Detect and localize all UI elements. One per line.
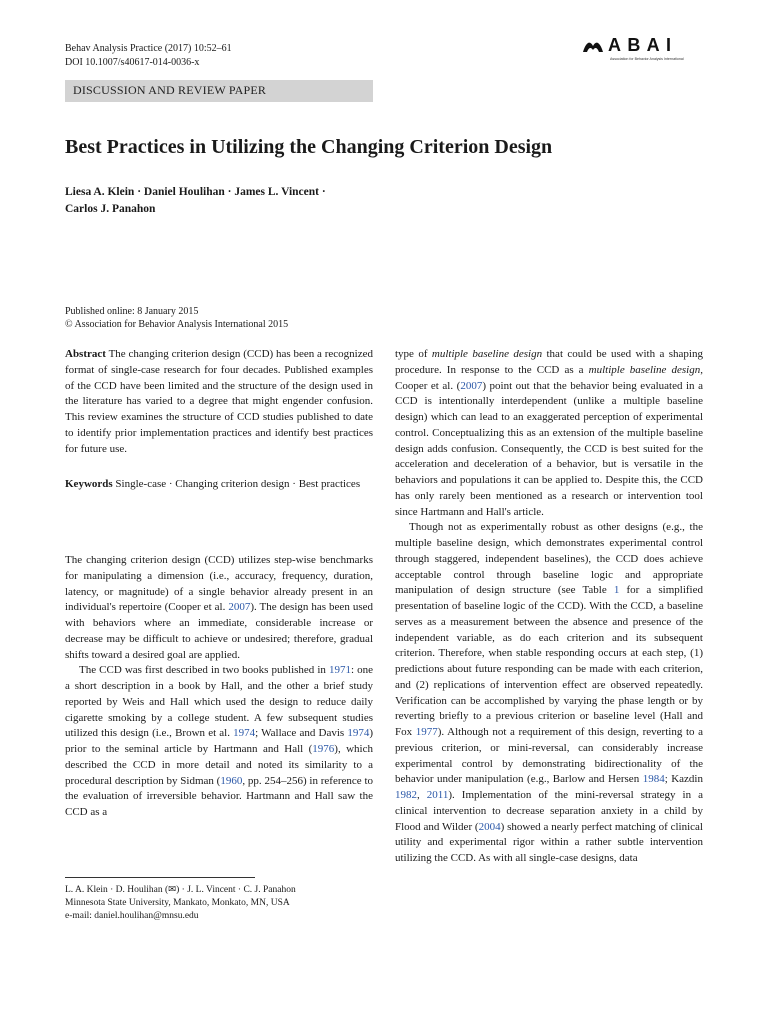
- abstract: [65, 347, 373, 457]
- doi[interactable]: DOI 10.1007/s40617-014-0036-x: [65, 57, 200, 68]
- body-paragraph: Though not as experimentally robust as other designs (e.g., the multiple baseline design, which demonstrates experimental control through staggered, independent baselines), the CCD does achieve acceptable control through baseline logic and appropriate manipulation of design structure (see Table 1 for a simplified presentation of baseline logic of the CCD). With the CCD, a baseline serves as a measurement between the absence and presence of the independent variable, as do each criterion and its subsequent criterion. Therefore, when stable responding occurs at each step, (1) predictions about future responding can be made with each criterion, and (2) replications of intervention effect are observed repeatedly. Verification can be accomplished by varying the phase length or by reverting briefly to a previous criterion or baseline level (Hall and Fox 1977). Although not a requirement of this design, reverting to a previous criterion, or mini-reversal, can considerably increase experimental control by demonstrating bidirectionality of the behavior under manipulation (e.g., Barlow and Hersen 1984; Kazdin 1982, 2011). Implementation of the mini-reversal strategy in a clinical intervention to decrease separation anxiety in a child by Flood and Wilder (2004) showed a nearly perfect matching of clinical utility and experimental rigor within a rather subtle intervention utilizing the CCD. As with all single-case designs, data: [395, 521, 704, 864]
- journal-citation: Behav Analysis Practice (2017) 10:52–61: [65, 43, 232, 54]
- left-column: [65, 347, 373, 821]
- published-online-date: Published online: 8 January 2015: [65, 306, 199, 317]
- abstract-label: Abstract: [65, 348, 106, 360]
- citation-link[interactable]: 1984: [642, 773, 665, 786]
- table-link[interactable]: 1: [613, 584, 620, 597]
- abai-mark-icon: [582, 38, 604, 54]
- author-line-1[interactable]: Liesa A. Klein · Daniel Houlihan · James L. Vincent ·: [65, 186, 326, 198]
- citation-link[interactable]: 1974: [233, 727, 256, 740]
- paper-type-label: DISCUSSION AND REVIEW PAPER: [73, 83, 267, 97]
- footnote-divider: [65, 877, 255, 878]
- abai-logo-subtext: Association for Behavior Analysis International: [610, 57, 684, 61]
- citation-link[interactable]: 2007: [228, 601, 251, 614]
- footnote-email[interactable]: e-mail: daniel.houlihan@mnsu.edu: [65, 911, 199, 921]
- citation-link[interactable]: 2007: [460, 379, 483, 392]
- right-column: [395, 347, 703, 867]
- citation-link[interactable]: 1977: [415, 726, 438, 738]
- keywords-text: Single-case · Changing criterion design · Best practices: [115, 478, 361, 491]
- article-title: Best Practices in Utilizing the Changing Criterion Design: [65, 136, 553, 158]
- footnote-authors: L. A. Klein · D. Houlihan (✉) · J. L. Vincent · C. J. Panahon: [65, 885, 296, 895]
- journal-meta: [65, 42, 232, 70]
- author-affiliation-footnote: [65, 884, 296, 923]
- publication-info: [65, 305, 288, 331]
- citation-link[interactable]: 1960: [220, 774, 243, 787]
- citation-link[interactable]: 2004: [478, 820, 501, 833]
- citation-link[interactable]: 1974: [347, 727, 370, 740]
- footnote-affiliation: Minnesota State University, Mankato, Monkato, MN, USA: [65, 898, 290, 908]
- copyright-notice: © Association for Behavior Analysis International 2015: [65, 319, 289, 330]
- abstract-text: The changing criterion design (CCD) has been a recognized format of single-case research for four decades. Published examples of the CCD have been limited and the structure of the design used in the literature has varied to a degree that might engender confusion. This review examines the structure of CCD studies published to date to identify prior implementation practices and identify best practices for future use.: [65, 348, 373, 455]
- author-line-2[interactable]: Carlos J. Panahon: [65, 203, 156, 215]
- abai-logo: [582, 35, 704, 68]
- abai-logo-text: A B A I: [608, 35, 672, 55]
- citation-link[interactable]: 1971: [328, 664, 351, 677]
- citation-link[interactable]: 1982: [395, 789, 417, 801]
- paper-type-banner: [65, 80, 373, 102]
- citation-link[interactable]: 1976: [312, 743, 335, 755]
- citation-link[interactable]: 2011: [426, 789, 449, 801]
- body-paragraph: The CCD was first described in two books published in 1971: one a short description in a book by Hall, and the other a brief study reported by Weis and Hall which used the design to reduce daily cigarette smoking by a college student. A few subsequent studies utilized this design (i.e., Brown et al. 1974; Wallace and Davis 1974) prior to the seminal article by Hartmann and Hall (1976), which described the CCD in more detail and noted its similarity to a procedural description by Sidman (1960, pp. 254–256) in reference to the evaluation of irreversible behavior. Hartmann and Hall saw the CCD as a: [65, 664, 373, 818]
- keywords: [65, 477, 373, 493]
- author-list: [65, 184, 326, 218]
- body-paragraph: The changing criterion design (CCD) utilizes step-wise benchmarks for manipulating a dimension (i.e., accuracy, frequency, duration, latency, or magnitude) of a single behavior already present in an individual's repertoire (Cooper et al. 2007). The design has been used with behaviors where an immediate, considerable increase or decrease may be difficult to achieve or undesired; therefore, gradual shifts toward a desired goal are applied.: [65, 554, 373, 661]
- body-paragraph: type of multiple baseline design that could be used with a shaping procedure. In response to the CCD as a multiple baseline design, Cooper et al. (2007) point out that the behavior being evaluated in a CCD is intentionally interdependent (unlike a multiple baseline design) which can lead to an exaggerated perception of experimental control. Conceptualizing this as an extension of the multiple baseline design adds confusion. Consequently, the CCD is best suited for the acceleration and deceleration of a behavior, but is versatile in the behaviors and populations it can be applied to. Despite this, the CCD has only rarely been mentioned as a research or intervention tool since Hartmann and Hall's article.: [395, 348, 703, 518]
- keywords-label: Keywords: [65, 478, 113, 491]
